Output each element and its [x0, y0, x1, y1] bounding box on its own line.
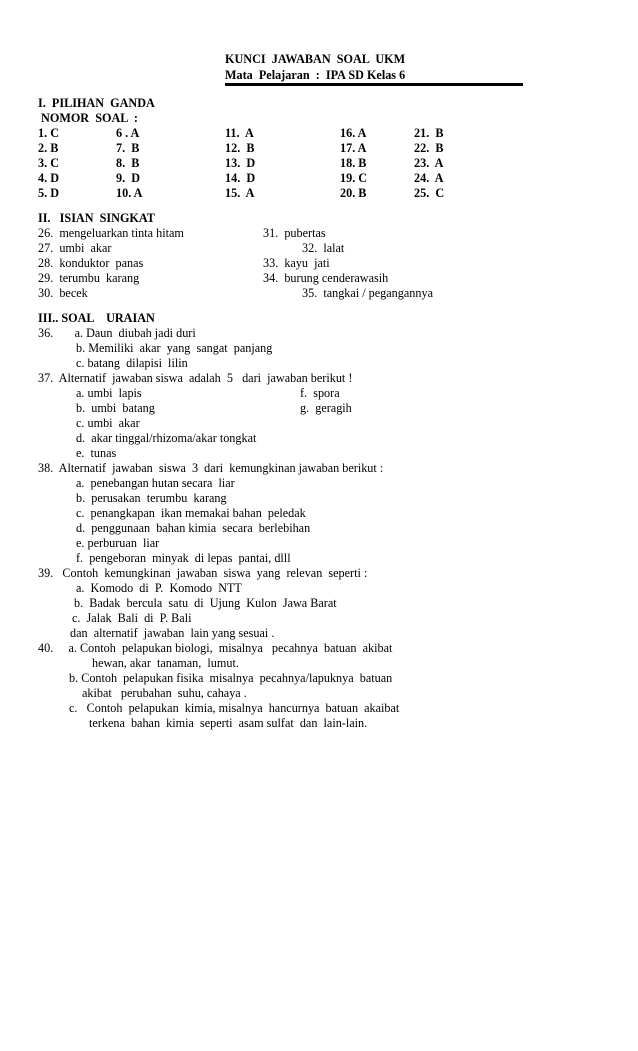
answer-cell: 24. A	[414, 171, 444, 185]
short-answer-item: 35. tangkai / pegangannya	[302, 286, 433, 300]
answer-cell: 18. B	[340, 156, 367, 170]
essay-line: 39. Contoh kemungkinan jawaban siswa yang relevan seperti :	[38, 566, 368, 580]
answer-cell: 11. A	[225, 126, 254, 140]
section3-heading: III.. SOAL URAIAN	[38, 311, 155, 325]
answer-cell: 12. B	[225, 141, 255, 155]
essay-line: akibat perubahan suhu, cahaya .	[82, 686, 247, 700]
section1-heading: I. PILIHAN GANDA	[38, 96, 155, 110]
essay-line: b. perusakan terumbu karang	[76, 491, 227, 505]
essay-line: c. batang dilapisi lilin	[76, 356, 188, 370]
essay-line: a. umbi lapis	[76, 386, 142, 400]
answer-cell: 14. D	[225, 171, 256, 185]
document-title: KUNCI JAWABAN SOAL UKM	[225, 52, 406, 66]
essay-line: a. Komodo di P. Komodo NTT	[76, 581, 242, 595]
short-answer-item: 32. lalat	[302, 241, 345, 255]
essay-line: c. penangkapan ikan memakai bahan peledak	[76, 506, 306, 520]
answer-cell: 21. B	[414, 126, 444, 140]
essay-line: e. tunas	[76, 446, 117, 460]
essay-line: f. pengeboran minyak di lepas pantai, dlll	[76, 551, 291, 565]
essay-line: hewan, akar tanaman, lumut.	[92, 656, 239, 670]
short-answer-item: 34. burung cenderawasih	[263, 271, 389, 285]
short-answer-item: 31. pubertas	[263, 226, 326, 240]
answer-cell: 8. B	[116, 156, 140, 170]
essay-line: d. penggunaan bahan kimia secara berlebihan	[76, 521, 311, 535]
essay-line: a. penebangan hutan secara liar	[76, 476, 235, 490]
essay-line: g. geragih	[300, 401, 352, 415]
short-answer-item: 33. kayu jati	[263, 256, 330, 270]
essay-line: dan alternatif jawaban lain yang sesuai .	[70, 626, 275, 640]
header-rule	[225, 83, 523, 86]
essay-line: f. spora	[300, 386, 340, 400]
answer-cell: 10. A	[116, 186, 143, 200]
answer-cell: 3. C	[38, 156, 59, 170]
answer-cell: 23. A	[414, 156, 444, 170]
answer-cell: 1. C	[38, 126, 59, 140]
essay-line: c. Contoh pelapukan kimia, misalnya hancurnya batuan akaibat	[69, 701, 400, 715]
essay-line: 36. a. Daun diubah jadi duri	[38, 326, 196, 340]
answer-cell: 20. B	[340, 186, 367, 200]
answer-cell: 4. D	[38, 171, 59, 185]
short-answer-item: 26. mengeluarkan tinta hitam	[38, 226, 184, 240]
answer-cell: 16. A	[340, 126, 367, 140]
essay-line: b. Contoh pelapukan fisika misalnya pecahnya/lapuknya batuan	[69, 671, 393, 685]
section1-subheading: NOMOR SOAL :	[38, 111, 138, 125]
answer-cell: 2. B	[38, 141, 59, 155]
essay-line: b. umbi batang	[76, 401, 155, 415]
answer-cell: 19. C	[340, 171, 368, 185]
essay-line: c. Jalak Bali di P. Bali	[72, 611, 192, 625]
essay-line: 38. Alternatif jawaban siswa 3 dari kemungkinan jawaban berikut :	[38, 461, 384, 475]
essay-line: d. akar tinggal/rhizoma/akar tongkat	[76, 431, 257, 445]
answer-cell: 13. D	[225, 156, 256, 170]
document-subject: Mata Pelajaran : IPA SD Kelas 6	[225, 68, 406, 82]
answer-cell: 6 . A	[116, 126, 140, 140]
answer-cell: 22. B	[414, 141, 444, 155]
essay-line: c. umbi akar	[76, 416, 140, 430]
short-answer-item: 30. becek	[38, 286, 88, 300]
answer-cell: 5. D	[38, 186, 59, 200]
section2-heading: II. ISIAN SINGKAT	[38, 211, 155, 225]
answer-cell: 7. B	[116, 141, 140, 155]
essay-line: b. Badak bercula satu di Ujung Kulon Jawa Barat	[74, 596, 337, 610]
answer-cell: 25. C	[414, 186, 445, 200]
short-answer-item: 27. umbi akar	[38, 241, 112, 255]
essay-line: 40. a. Contoh pelapukan biologi, misalnya pecahnya batuan akibat	[38, 641, 393, 655]
essay-line: 37. Alternatif jawaban siswa adalah 5 dari jawaban berikut !	[38, 371, 353, 385]
answer-cell: 17. A	[340, 141, 367, 155]
short-answer-item: 28. konduktor panas	[38, 256, 144, 270]
short-answer-item: 29. terumbu karang	[38, 271, 140, 285]
answer-cell: 15. A	[225, 186, 255, 200]
answer-cell: 9. D	[116, 171, 141, 185]
essay-line: e. perburuan liar	[76, 536, 160, 550]
essay-line: b. Memiliki akar yang sangat panjang	[76, 341, 273, 355]
essay-line: terkena bahan kimia seperti asam sulfat dan lain-lain.	[89, 716, 368, 730]
